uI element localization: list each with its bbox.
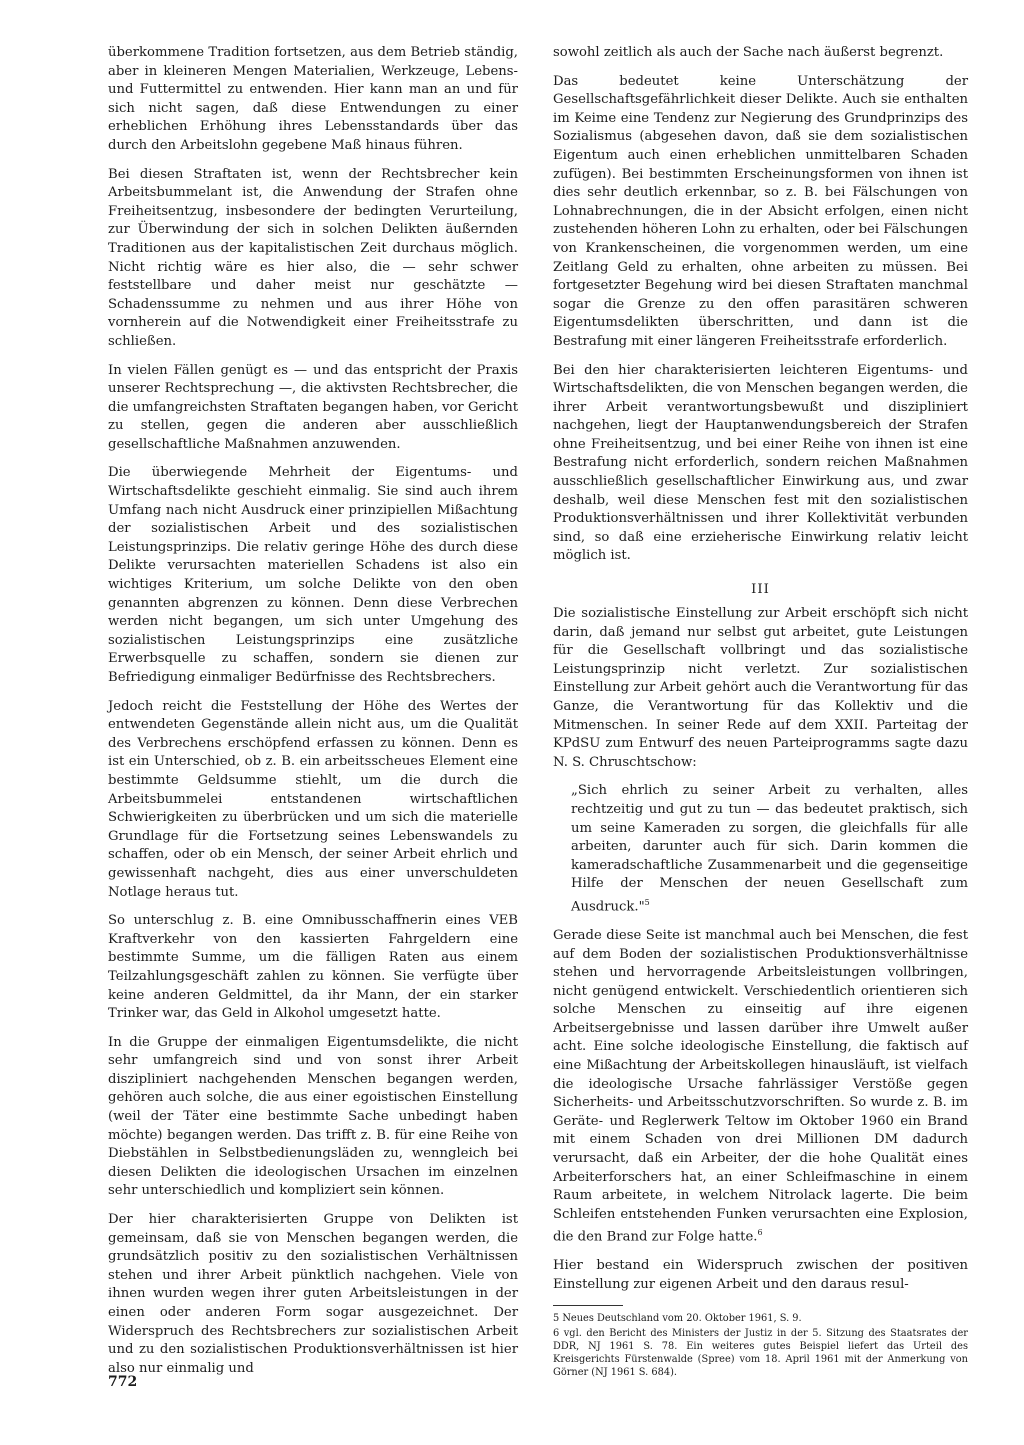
paragraph: In die Gruppe der einmaligen Eigentumsdelikte, die nicht sehr umfangreich sind und von sonst ihrer Arbeit diszipliniert nachgehenden Menschen begangen werden, gehören auch solche, die aus einer egoistischen Einstellung (weil der Täter eine bestimmte Sache unbedingt haben möchte) begangen werden. Das trifft z. B. für eine Reihe von Diebstählen in Selbstbedienungsläden zu, wenngleich bei diesen Delikten die ideologischen Ursachen im einzelnen sehr unterschiedlich und kompliziert sein können.: [108, 1034, 518, 1199]
paragraph: [553, 927, 968, 1247]
footnote: 5 Neues Deutschland vom 20. Oktober 1961, S. 9.: [553, 1312, 802, 1324]
paragraph: Das bedeutet keine Unterschätzung der Gesellschaftsgefährlichkeit dieser Delikte. Auch sie enthalten im Keime eine Tendenz zur Negierung des Grundprinzips des Sozialismus (abgesehen davon, daß sie dem sozialistischen Eigentum auch einen erheblichen unmittelbaren Schaden zufügen). Bei bestimmten Erscheinungsformen von ihnen ist dies sehr deutlich erkennbar, so z. B. bei Fälschungen von Lohnabrechnungen, die in der Absicht erfolgen, einen nicht zustehenden höheren Lohn zu erhalten, oder bei Fälschungen von Krankenscheinen, die vorgenommen werden, um eine Zeitlang Geld zu erhalten, ohne arbeiten zu müssen. Bei fortgesetzter Begehung wird bei diesen Straftaten manchmal sogar die Grenze zu den offen parasitären schweren Eigentumsdelikten überschritten, und dann ist die Bestrafung mit einer längeren Freiheitsstrafe erforderlich.: [553, 73, 968, 349]
section-heading: III: [751, 582, 770, 598]
footnote: 6 vgl. den Bericht des Ministers der Justiz in der 5. Sitzung des Staatsrates der DDR, NJ 1961 S. 78. Ein weiteres gutes Beispiel liefert das Urteil des Kreisgerichts Fürstenwalde (Spree) vom 18. April 1961 mit der Anmerkung von Görner (NJ 1961 S. 684).: [553, 1327, 968, 1378]
paragraph: In vielen Fällen genügt es — und das entspricht der Praxis unserer Rechtsprechung —, die aktivsten Rechtsbrecher, die die umfangreichsten Straftaten begangen haben, vor Gericht zu stellen, gegen die anderen aber ausschließlich gesellschaftliche Maßnahmen anzuwenden.: [108, 362, 518, 452]
paragraph: Bei diesen Straftaten ist, wenn der Rechtsbrecher kein Arbeitsbummelant ist, die Anwendung der Strafen ohne Freiheitsentzug, insbesondere der bedingten Verurteilung, zur Überwindung der sich in solchen Delikten äußernden Traditionen aus der kapitalistischen Zeit durchaus möglich. Nicht richtig wäre es hier also, die — sehr schwer feststellbare und daher meist nur geschätzte — Schadenssumme zu nehmen und aus ihrer Höhe von vornherein auf die Notwendigkeit einer Freiheitsstrafe zu schließen.: [108, 166, 518, 349]
footnote-reference: 6: [757, 1228, 763, 1238]
footnote-divider: [553, 1305, 623, 1306]
paragraph: Jedoch reicht die Feststellung der Höhe des Wertes der entwendeten Gegenstände allein nicht aus, um die Qualität des Verbrechens erschöpfend erfassen zu können. Denn es ist ein Unterschied, ob z. B. ein arbeitsscheues Element eine bestimmte Geldsumme stiehlt, um die durch die Arbeitsbummelei entstandenen wirtschaftlichen Schwierigkeiten zu überbrücken und um sich die materielle Grundlage für die Fortsetzung seines Lebenswandels zu schaffen, oder ob ein Mensch, der seiner Arbeit ehrlich und gewissenhaft nachgeht, dies aus einer unverschuldeten Notlage heraus tut.: [108, 698, 518, 900]
left-column: [108, 44, 518, 1388]
paragraph: Bei den hier charakterisierten leichteren Eigentums- und Wirtschaftsdelikten, die von Menschen begangen werden, die ihrer Arbeit verantwortungsbewußt und diszipliniert nachgehen, liegt der Hauptanwendungsbereich der Strafen ohne Freiheitsentzug, und bei einer Reihe von ihnen ist eine Bestrafung nicht erforderlich, sondern reichen Maßnahmen ausschließlich gesellschaftlicher Einwirkung aus, und zwar deshalb, weil diese Menschen fest mit den sozialistischen Produktionsverhältnissen und ihrer Kollektivität verbunden sind, so daß eine erzieherische Einwirkung relativ leicht möglich ist.: [553, 362, 968, 564]
paragraph: Die überwiegende Mehrheit der Eigentums- und Wirtschaftsdelikte geschieht einmalig. Sie sind auch ihrem Umfang nach nicht Ausdruck einer prinzipiellen Mißachtung der sozialistischen Arbeit und des sozialistischen Leistungsprinzips. Die relativ geringe Höhe des durch diese Delikte verursachten materiellen Schadens ist also ein wichtiges Kriterium, um solche Delikte von den oben genannten abgrenzen zu können. Denn diese Verbrechen werden nicht begangen, um sich unter Umgehung des sozialistischen Leistungsprinzips eine zusätzliche Erwerbsquelle zu schaffen, sondern sie dienen zur Befriedigung einmaliger Bedürfnisse des Rechtsbrechers.: [108, 465, 518, 685]
footnote-reference: 5: [644, 897, 650, 907]
paragraph: überkommene Tradition fortsetzen, aus dem Betrieb ständig, aber in kleineren Mengen Materialien, Werkzeuge, Lebens- und Futtermittel zu entwenden. Hier kann man an und für sich nicht sagen, daß diese Entwendungen zu einer erheblichen Erhöhung ihres Lebensstandards über das durch den Arbeitslohn gegebene Maß hinaus führen.: [108, 45, 518, 153]
right-column: [553, 44, 968, 1381]
paragraph: Hier bestand ein Widerspruch zwischen der positiven Einstellung zur eigenen Arbeit und den daraus resul-: [553, 1258, 968, 1292]
paragraph: So unterschlug z. B. eine Omnibusschaffnerin eines VEB Kraftverkehr von den kassierten Fahrgeldern eine bestimmte Summe, um die fälligen Raten aus einem Teilzahlungsgeschäft zahlen zu können. Sie verfügte über keine anderen Geldmittel, da ihr Mann, der ein starker Trinker war, das Geld in Alkohol umgesetzt hatte.: [108, 913, 518, 1022]
page-number: 772: [108, 1374, 138, 1390]
quote-text: „Sich ehrlich zu seiner Arbeit zu verhalten, alles rechtzeitig und gut zu tun — das bedeutet praktisch, sich um seine Kameraden zu sorgen, die gleichfalls für alle arbeiten, darunter auch für sich. Darin kommen die kameradschaftliche Zusammenarbeit und die gegenseitige Hilfe der Menschen der neuen Gesellschaft zum Ausdruck.": [571, 783, 968, 915]
paragraph: Der hier charakterisierten Gruppe von Delikten ist gemeinsam, daß sie von Menschen begangen werden, die grundsätzlich positiv zu den sozialistischen Verhältnissen stehen und ihrer Arbeit pünktlich nachgehen. Viele von ihnen wurden wegen ihrer guten Arbeitsleistungen in der einen oder anderen Form sogar ausgezeichnet. Der Widerspruch des Rechtsbrechers zur sozialistischen Arbeit und zu den sozialistischen Produktionsverhältnissen ist hier also nur einmalig und: [108, 1212, 518, 1376]
paragraph-text: Gerade diese Seite ist manchmal auch bei Menschen, die fest auf dem Boden der sozialistischen Produktionsverhältnisse stehen und hervorragende Arbeitsleistungen vollbringen, nicht genügend entwickelt. Verschiedentlich orientieren sich solche Menschen zu einseitig auf ihre eigenen Arbeitsergebnisse und lassen darüber ihre Umwelt außer acht. Eine solche ideologische Einstellung, die faktisch auf eine Mißachtung der Arbeitskollegen hinausläuft, ist vielfach die ideologische Ursache fahrlässiger Verstöße gegen Sicherheits- und Arbeitsschutzvorschriften. So wurde z. B. im Geräte- und Reglerwerk Teltow im Oktober 1960 ein Brand mit einem Schaden von drei Millionen DM dadurch verursacht, daß ein Arbeiter, der die hohe Qualität eines Arbeiterforschers hat, an einer Schleifmaschine in einem Raum arbeitete, in welchem Nitrolack lagerte. Die beim Schleifen entstehenden Funken verursachten eine Explosion, die den Brand zur Folge hatte.: [553, 927, 968, 1245]
paragraph: Die sozialistische Einstellung zur Arbeit erschöpft sich nicht darin, daß jemand nur selbst gut arbeitet, gute Leistungen für die Gesellschaft vollbringt und das sozialistische Leistungsprinzip nicht verletzt. Zur sozialistischen Einstellung zur Arbeit gehört auch die Verantwortung für das Ganze, die Verantwortung für das Kollektiv und die Mitmenschen. In seiner Rede auf dem XXII. Parteitag der KPdSU zum Entwurf des neuen Parteiprogramms sagte dazu N. S. Chruschtschow:: [553, 606, 968, 770]
block-quote: [571, 782, 968, 917]
paragraph: sowohl zeitlich als auch der Sache nach äußerst begrenzt.: [553, 45, 944, 60]
